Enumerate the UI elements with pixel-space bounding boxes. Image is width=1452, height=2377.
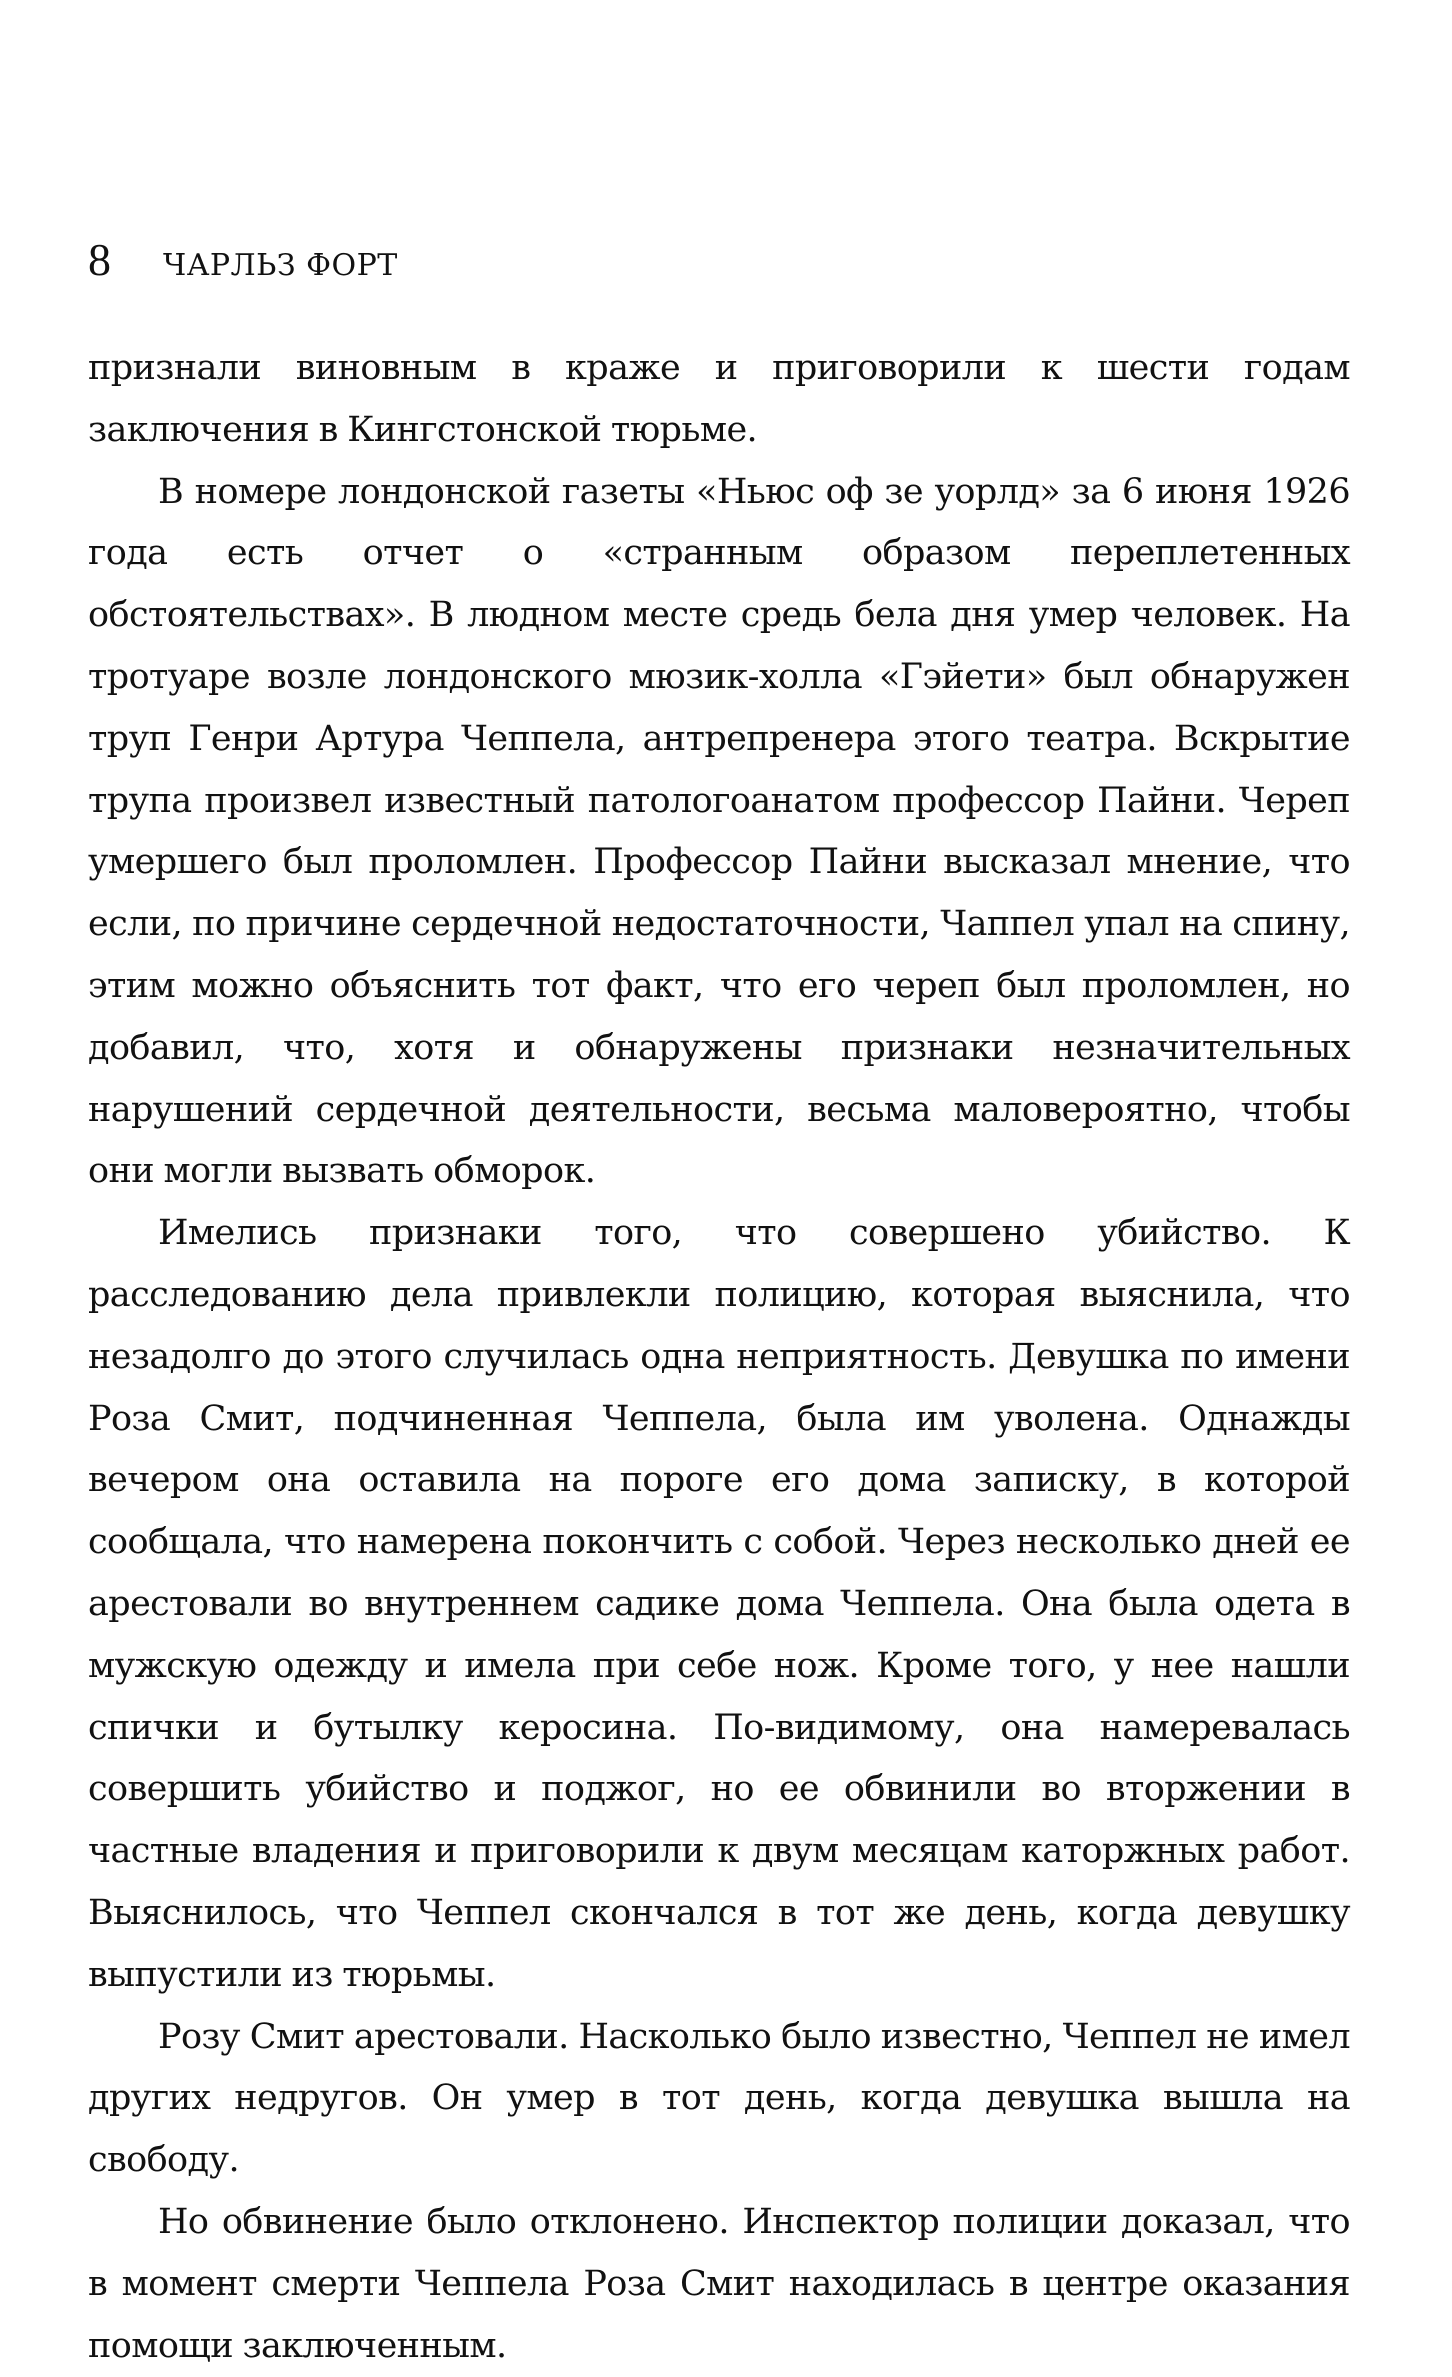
running-head: [88, 232, 398, 288]
paragraph: В номере лондонской газеты «Ньюс оф зе уорлд» за 6 июня 1926 года есть отчет о «странным образом переплетенных обстоятельствах». В людном месте средь бела дня умер человек. На тротуаре возле лондонского мюзик-холла «Гэйети» был обнаружен труп Генри Артура Чеппела, антрепренера этого театра. Вскрытие трупа произвел известный патологоанатом профессор Пайни. Череп умершего был проломлен. Профессор Пайни высказал мнение, что если, по причине сердечной недостаточности, Чаппел упал на спину, этим можно объяснить тот факт, что его череп был проломлен, но добавил, что, хотя и обнаружены признаки незначительных нарушений сердечной деятельности, весьма маловероятно, чтобы они могли вызвать обморок.: [88, 471, 1350, 1192]
running-title: ЧАРЛЬЗ ФОРТ: [163, 248, 398, 283]
paragraph: признали виновным в краже и приговорили к шести годам заключения в Кингстонской тюрьме.: [88, 348, 1350, 450]
paragraph: Розу Смит арестовали. Насколько было известно, Чеппел не имел других недругов. Он умер в тот день, когда девушка вышла на свободу.: [88, 2016, 1350, 2181]
paragraph: Имелись признаки того, что совершено убийство. К расследованию дела привлекли полицию, которая выяснила, что незадолго до этого случилась одна неприятность. Девушка по имени Роза Смит, подчиненная Чеппела, была им уволена. Однажды вечером она оставила на пороге его дома записку, в которой сообщала, что намерена покончить с собой. Через несколько дней ее арестовали во внутреннем садике дома Чеппела. Она была одета в мужскую одежду и имела при себе нож. Кроме того, у нее нашли спички и бутылку керосина. По-видимому, она намеревалась совершить убийство и поджог, но ее обвинили во вторжении в частные владения и приговорили к двум месяцам каторжных работ. Выяснилось, что Чеппел скончался в тот же день, когда девушку выпустили из тюрьмы.: [88, 1213, 1350, 1995]
page-number: 8: [88, 234, 111, 285]
body-text: [88, 338, 1350, 2377]
paragraph: Но обвинение было отклонено. Инспектор полиции доказал, что в момент смерти Чеппела Роза Смит находилась в центре оказания помощи заключенным.: [88, 2201, 1350, 2366]
